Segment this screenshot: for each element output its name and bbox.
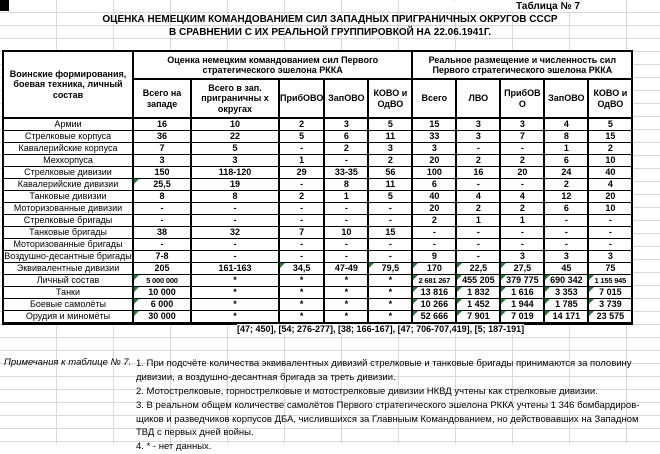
cell[interactable]: 10 (588, 155, 632, 167)
cell[interactable]: 40 (588, 167, 632, 179)
row-label[interactable]: Моторизованные бригады (3, 239, 133, 251)
cell[interactable]: - (544, 239, 588, 251)
cell[interactable]: 16 (456, 167, 500, 179)
row-label[interactable]: Мехкорпуса (3, 155, 133, 167)
group-header-german-estimate[interactable]: Оценка немецким командованием сил Первого стратегического эшелона РККА (133, 51, 412, 79)
cell[interactable]: * (324, 299, 368, 311)
cell[interactable]: 690 342 (544, 275, 588, 287)
cell[interactable]: 6 000 (133, 299, 191, 311)
cell[interactable]: 100 (412, 167, 456, 179)
cell[interactable]: - (279, 215, 324, 227)
cell[interactable]: * (368, 275, 412, 287)
cell[interactable]: 7 901 (456, 311, 500, 324)
table-row (3, 167, 632, 179)
row-label[interactable]: Орудия и миномёты (3, 311, 133, 324)
cell[interactable]: 3 (588, 251, 632, 263)
col-header-total-border-districts[interactable]: Всего в зап. приграничны х округах (191, 79, 279, 118)
cell[interactable]: 3 739 (588, 299, 632, 311)
table-row (3, 179, 632, 191)
cell[interactable]: * (191, 311, 279, 324)
table-row (3, 191, 632, 203)
cell[interactable]: 7 (133, 143, 191, 155)
cell[interactable]: - (456, 227, 500, 239)
cell[interactable]: 205 (133, 263, 191, 275)
cell[interactable]: 1 155 945 (588, 275, 632, 287)
cell[interactable]: 47-49 (324, 263, 368, 275)
cell[interactable]: - (191, 203, 279, 215)
cell[interactable]: 38 (133, 227, 191, 239)
cell[interactable]: 1 (456, 215, 500, 227)
cell[interactable]: - (412, 239, 456, 251)
cell[interactable]: 3 (191, 155, 279, 167)
cell[interactable]: - (500, 143, 544, 155)
cell[interactable]: - (368, 251, 412, 263)
cell[interactable]: - (279, 179, 324, 191)
table-row (3, 287, 632, 299)
cell[interactable]: * (368, 311, 412, 324)
cell[interactable]: 3 353 (544, 287, 588, 299)
table-number-label: Таблица № 7 (400, 1, 580, 12)
cell[interactable]: * (191, 299, 279, 311)
cell[interactable]: 6 (412, 179, 456, 191)
cell[interactable]: * (279, 275, 324, 287)
cell[interactable]: 11 (368, 179, 412, 191)
cell[interactable]: * (279, 287, 324, 299)
cell[interactable]: * (279, 311, 324, 324)
cell[interactable]: 79,5 (368, 263, 412, 275)
row-label[interactable]: Танки (3, 287, 133, 299)
cell[interactable]: 3 (368, 143, 412, 155)
cell[interactable]: 118-120 (191, 167, 279, 179)
row-label[interactable]: Кавалерийские корпуса (3, 143, 133, 155)
cell[interactable]: 20 (412, 155, 456, 167)
cell[interactable]: - (191, 215, 279, 227)
row-label[interactable]: Боевые самолёты (3, 299, 133, 311)
cell[interactable]: - (368, 215, 412, 227)
row-label[interactable]: Воздушно-десантные бригады (4, 251, 132, 261)
cell[interactable]: - (279, 143, 324, 155)
cell[interactable]: 30 000 (133, 311, 191, 324)
cell[interactable]: 15 (412, 118, 456, 131)
cell[interactable]: - (279, 251, 324, 263)
cell[interactable]: 34,5 (279, 263, 324, 275)
table-body (3, 118, 632, 324)
cell[interactable]: 1 616 (500, 287, 544, 299)
table-row (3, 215, 632, 227)
table-row (3, 143, 632, 155)
table-row (3, 263, 632, 275)
row-label[interactable]: Кавалерийские дивизии (3, 179, 133, 191)
cell[interactable]: 2 (279, 191, 324, 203)
table-row (3, 155, 632, 167)
cell[interactable]: 24 (544, 167, 588, 179)
cell[interactable]: 20 (500, 167, 544, 179)
row-label[interactable]: Эквивалентные дивизии (3, 263, 133, 275)
cell[interactable]: 10 (191, 118, 279, 131)
table-row (3, 275, 632, 287)
note-line: ТВД с первых дней войны. (136, 427, 254, 439)
col-header-kovo-odvo-est[interactable]: КОВО и ОдВО (368, 79, 412, 118)
table-title-line1: ОЦЕНКА НЕМЕЦКИМ КОМАНДОВАНИЕМ СИЛ ЗАПАДНЫХ ПРИГРАНИЧНЫХ ОКРУГОВ СССР (102, 14, 558, 25)
cell[interactable]: 2 681 267 (412, 275, 456, 287)
cell[interactable]: 2 (588, 143, 632, 155)
table-title-line2: В СРАВНЕНИИ С ИХ РЕАЛЬНОЙ ГРУППИРОВКОЙ НА 22.06.1941Г. (168, 27, 492, 38)
cell[interactable]: 5 (191, 143, 279, 155)
cell[interactable]: 8 (133, 191, 191, 203)
cell[interactable]: 10 000 (133, 287, 191, 299)
cell[interactable]: - (588, 239, 632, 251)
cell[interactable]: 40 (412, 191, 456, 203)
cell[interactable]: 45 (544, 263, 588, 275)
cell[interactable]: - (456, 143, 500, 155)
row-label[interactable]: Моторизованные дивизии (3, 203, 133, 215)
row-label[interactable]: Личный состав (3, 275, 133, 287)
cell[interactable]: 2 (456, 155, 500, 167)
cell[interactable]: - (279, 239, 324, 251)
cell[interactable]: 1 (279, 155, 324, 167)
cell[interactable]: 2 (500, 203, 544, 215)
cell[interactable]: - (588, 227, 632, 239)
cell[interactable]: 11 (368, 131, 412, 143)
cell[interactable]: 1 (500, 215, 544, 227)
cell[interactable]: 3 (456, 118, 500, 131)
cell[interactable]: 7 019 (500, 311, 544, 324)
cell[interactable]: - (368, 203, 412, 215)
cell[interactable]: 10 (324, 227, 368, 239)
cell[interactable]: - (500, 239, 544, 251)
cell[interactable]: 29 (279, 167, 324, 179)
cell[interactable]: - (456, 251, 500, 263)
table-row (3, 311, 632, 324)
cell[interactable]: 32 (191, 227, 279, 239)
cell[interactable]: 3 (544, 251, 588, 263)
table-row (3, 118, 632, 131)
cell[interactable]: 5 (588, 118, 632, 131)
note-line: дивизии, а воздушно-десантная бригада за треть дивизии. (136, 371, 396, 383)
cell[interactable]: 10 266 (412, 299, 456, 311)
col-header-pribovo-est[interactable]: ПрибОВО (279, 79, 324, 118)
col-header-zapovo-est[interactable]: ЗапОВО (324, 79, 368, 118)
table-row (3, 203, 632, 215)
cell[interactable]: 1 832 (456, 287, 500, 299)
cell[interactable]: - (500, 179, 544, 191)
cell[interactable]: 10 (588, 203, 632, 215)
cell[interactable]: - (324, 155, 368, 167)
cell[interactable]: * (368, 299, 412, 311)
cell[interactable]: 15 (588, 131, 632, 143)
note-line: 3. В реальном общем количестве самолётов Первого стратегического эшелона РККА учтены 1 346 бомбардиров- (136, 399, 640, 411)
cell[interactable]: 1 785 (544, 299, 588, 311)
cell[interactable]: - (279, 203, 324, 215)
col-header-zapovo-real[interactable]: ЗапОВО (544, 79, 588, 118)
cell[interactable]: 4 (456, 191, 500, 203)
cell[interactable]: - (588, 215, 632, 227)
cell[interactable]: 1 (544, 143, 588, 155)
cell[interactable]: 5 000 000 (133, 275, 191, 287)
cell[interactable]: 12 (544, 191, 588, 203)
cell[interactable]: 75 (588, 263, 632, 275)
row-label[interactable]: Стрелковые дивизии (3, 167, 133, 179)
cell[interactable]: - (324, 239, 368, 251)
cell[interactable]: 1 (324, 191, 368, 203)
cell[interactable]: * (191, 287, 279, 299)
cell[interactable]: 170 (412, 263, 456, 275)
cell[interactable]: 2 (368, 155, 412, 167)
cell[interactable]: - (500, 227, 544, 239)
cell[interactable]: 6 (544, 203, 588, 215)
row-label[interactable]: Стрелковые бригады (3, 215, 133, 227)
cell[interactable]: 2 (544, 179, 588, 191)
cell[interactable]: 8 (191, 191, 279, 203)
corner-header-cell[interactable]: Воинские формирования, боевая техника, личный состав (3, 51, 133, 118)
cell[interactable]: - (133, 239, 191, 251)
note-line: 4. * - нет данных. (136, 441, 212, 453)
cell[interactable]: 5 (368, 118, 412, 131)
cell[interactable]: - (324, 215, 368, 227)
cell[interactable]: 36 (133, 131, 191, 143)
cell[interactable]: 8 (544, 131, 588, 143)
group-header-real-strength[interactable]: Реальное размещение и численность сил Первого стратегического эшелона РККА (412, 51, 632, 79)
cell[interactable]: 9 (412, 251, 456, 263)
note-line: 1. При подсчёте количества эквивалентных дивизий стрелковые и танковые бригады принимаются за половину (136, 358, 632, 369)
cell[interactable]: - (544, 227, 588, 239)
cell[interactable]: 20 (588, 191, 632, 203)
table-row (3, 239, 632, 251)
cell[interactable]: 1 452 (456, 299, 500, 311)
cell[interactable]: - (191, 239, 279, 251)
cell[interactable]: 3 (456, 131, 500, 143)
cell[interactable]: 1 944 (500, 299, 544, 311)
cell[interactable]: * (324, 275, 368, 287)
note-line: щиков и разведчиков корпусов ДБА, числившихся за Главныым Командованием, но действовавших на Западном (136, 413, 639, 425)
cell[interactable]: 6 (544, 155, 588, 167)
row-label[interactable]: Армии (3, 118, 133, 131)
cell[interactable]: - (368, 239, 412, 251)
cell[interactable]: 2 (279, 118, 324, 131)
table-row (3, 299, 632, 311)
table-row (3, 251, 632, 263)
cell[interactable]: 16 (133, 118, 191, 131)
cell[interactable]: 7-8 (133, 251, 191, 263)
cell[interactable]: 27,5 (500, 263, 544, 275)
cell[interactable]: 5 (368, 191, 412, 203)
cell[interactable]: 8 (324, 179, 368, 191)
cell[interactable]: 150 (133, 167, 191, 179)
header-group-row (3, 51, 632, 79)
cell[interactable]: * (368, 287, 412, 299)
cell[interactable]: * (279, 299, 324, 311)
cell[interactable]: 3 (133, 155, 191, 167)
cell[interactable]: 6 (324, 131, 368, 143)
cell[interactable]: 161-163 (191, 263, 279, 275)
cell[interactable]: 19 (191, 179, 279, 191)
cell[interactable]: 33-35 (324, 167, 368, 179)
cell[interactable]: 2 (456, 203, 500, 215)
cell[interactable]: 2 (412, 215, 456, 227)
notes-block (136, 357, 660, 454)
cell[interactable]: - (191, 251, 279, 263)
cell[interactable]: 25,5 (133, 179, 191, 191)
screenshot-corner-mark (0, 0, 9, 11)
col-header-lvo[interactable]: ЛВО (456, 79, 500, 118)
col-header-kovo-odvo-real[interactable]: КОВО и ОдВО (588, 79, 632, 118)
table-row (3, 131, 632, 143)
cell[interactable]: 3 (324, 118, 368, 131)
cell[interactable]: 20 (412, 203, 456, 215)
cell[interactable]: 52 666 (412, 311, 456, 324)
cell[interactable]: * (324, 287, 368, 299)
cell[interactable]: 14 171 (544, 311, 588, 324)
cell[interactable]: 13 816 (412, 287, 456, 299)
cell[interactable]: - (324, 203, 368, 215)
row-label[interactable]: Танковые бригады (3, 227, 133, 239)
cell[interactable]: - (412, 227, 456, 239)
cell[interactable]: 7 (279, 227, 324, 239)
cell[interactable]: 4 (588, 179, 632, 191)
source-citation: [47; 450], [54; 276-277], [38; 166-167], [47; 706-707,419], [5; 187-191] (237, 324, 525, 334)
cell[interactable]: - (544, 215, 588, 227)
col-header-total-west[interactable]: Всего на западе (133, 79, 191, 118)
note-line: 2. Мотострелковые, горнострелковые и мотострелковые дивизии НКВД учтены как стрелковые дивизии. (136, 385, 598, 397)
cell[interactable]: * (191, 275, 279, 287)
col-header-total-real[interactable]: Всего (412, 79, 456, 118)
cell[interactable]: 33 (412, 131, 456, 143)
comparison-table (2, 50, 633, 325)
cell[interactable]: 5 (279, 131, 324, 143)
cell[interactable]: - (133, 215, 191, 227)
cell[interactable]: 379 775 (500, 275, 544, 287)
table-row (3, 227, 632, 239)
cell[interactable]: 23 575 (588, 311, 632, 324)
cell[interactable]: - (133, 203, 191, 215)
cell[interactable]: - (324, 251, 368, 263)
cell[interactable]: 2 (324, 143, 368, 155)
table-header (3, 51, 632, 118)
cell[interactable]: 22,5 (456, 263, 500, 275)
cell[interactable]: 15 (368, 227, 412, 239)
cell[interactable]: 455 205 (456, 275, 500, 287)
cell[interactable]: 4 (500, 191, 544, 203)
cell[interactable]: 3 (500, 251, 544, 263)
cell[interactable]: 3 (500, 118, 544, 131)
cell[interactable]: 2 (500, 155, 544, 167)
col-header-pribovo-real[interactable]: ПрибОВ О (500, 79, 544, 118)
cell[interactable]: 4 (544, 118, 588, 131)
cell[interactable]: - (456, 179, 500, 191)
row-label[interactable]: Танковые дивизии (3, 191, 133, 203)
cell[interactable]: 7 (500, 131, 544, 143)
cell[interactable]: * (324, 311, 368, 324)
cell[interactable]: 56 (368, 167, 412, 179)
cell[interactable]: 7 015 (588, 287, 632, 299)
row-label[interactable]: Стрелковые корпуса (3, 131, 133, 143)
cell[interactable]: 3 (412, 143, 456, 155)
cell[interactable]: - (456, 239, 500, 251)
notes-label: Примечания к таблице № 7. (4, 357, 132, 368)
cell[interactable]: 22 (191, 131, 279, 143)
